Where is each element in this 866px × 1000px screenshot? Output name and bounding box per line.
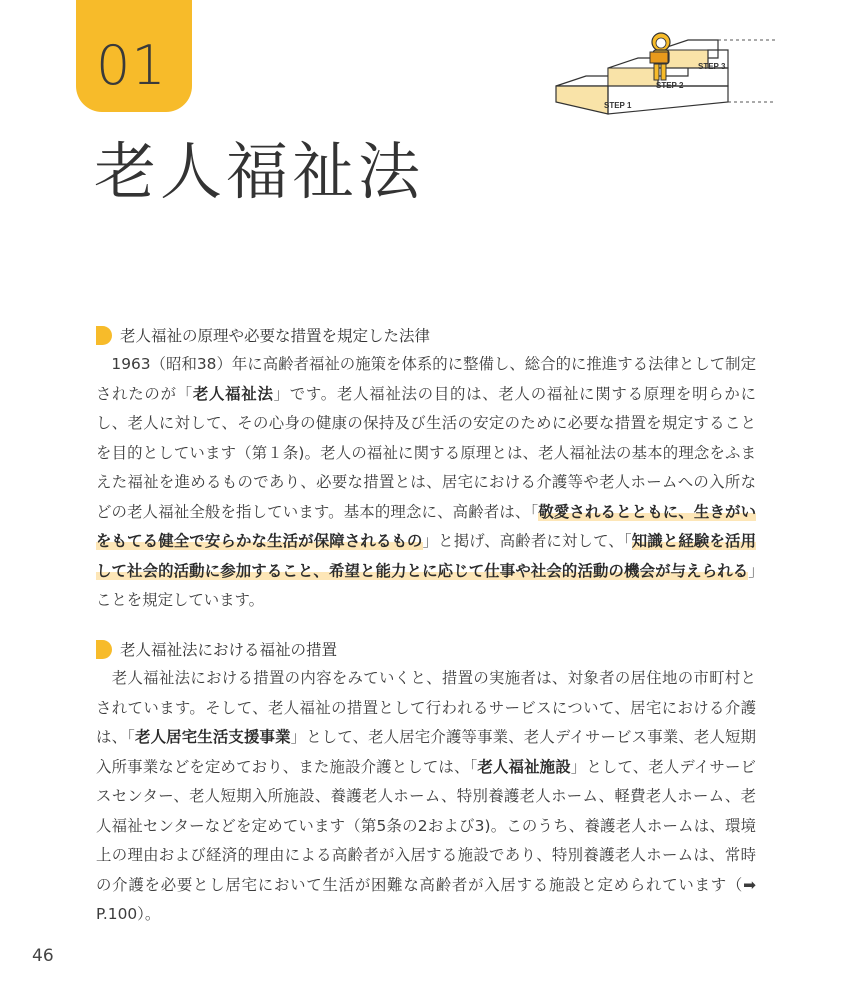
bold-term: 老人福祉施設 xyxy=(477,757,571,776)
arrow-icon: ➡ xyxy=(743,875,756,894)
heading-marker-icon xyxy=(96,640,112,659)
bold-term: 老人福祉法 xyxy=(192,384,274,403)
chapter-number: 01 xyxy=(96,34,167,97)
section-body: 1963（昭和38）年に高齢者福祉の施策を体系的に整備し、総合的に推進する法律として制定されたのが「老人福祉法」です。老人福祉法の目的は、老人の福祉に関する原理を明らかにし、老人に対して、その心身の健康の保持及び生活の安定のために必要な措置を規定することを目的としています（第１条)。老人の福祉に関する原理とは、老人福祉法の基本的理念をふまえた福祉を進めるものであり、必要な措置とは、居宅における介護等や老人ホームへの入所などの老人福祉全般を指しています。基本的理念に、高齢者は、「敬愛されるとともに、生きがいをもてる健全で安らかな生活が保障されるもの」と掲げ、高齢者に対して、「知識と経験を活用して社会的活動に参加すること、希望と能力とに応じて仕事や社会的活動の機会が与えられる」ことを規定しています。 xyxy=(96,355,756,609)
step2-label: STEP 2 xyxy=(656,81,684,90)
highlighted-quote: 敬愛されるとともに、生きがいをもてる健全で安らかな生活が保障されるもの xyxy=(96,502,756,550)
page-number: 46 xyxy=(32,946,54,966)
section-body: 老人福祉法における措置の内容をみていくと、措置の実施者は、対象者の居住地の市町村とされています。そして、老人福祉の措置として行われるサービスについて、居宅における介護は、「老人居宅生活支援事業」として、老人居宅介護等事業、老人デイサービス事業、老人短期入所事業などを定めており、また施設介護としては、「老人福祉施設」として、老人デイサービスセンター、老人短期入所施設、養護老人ホーム、特別養護老人ホーム、軽費老人ホーム、老人福祉センターなどを定めています（第5条の2および3)。このうち、養護老人ホームは、環境上の理由および経済的理由による高齢者が入居する施設であり、特別養護老人ホームは、常時の介護を必要とし居宅において生活が困難な高齢者が入居する施設と定められています（➡ P.100）。 xyxy=(96,669,756,923)
section-heading-text: 老人福祉法における福祉の措置 xyxy=(120,641,338,659)
section-heading xyxy=(96,638,756,660)
chapter-number-tab xyxy=(76,0,192,112)
page-reference: P.100 xyxy=(96,905,138,923)
section-heading-text: 老人福祉の原理や必要な措置を規定した法律 xyxy=(120,327,431,345)
section-measures xyxy=(96,638,756,930)
chapter-title: 老人福祉法 xyxy=(94,135,425,208)
highlighted-quote: 知識と経験を活用して社会的活動に参加すること、希望と能力とに応じて仕事や社会的活動の機会が与えられる xyxy=(96,532,756,580)
step3-label: STEP 3 xyxy=(698,62,726,71)
steps-illustration xyxy=(548,28,778,124)
heading-marker-icon xyxy=(96,326,112,345)
step1-label: STEP 1 xyxy=(604,101,632,110)
section-principles xyxy=(96,324,756,616)
section-heading xyxy=(96,324,756,346)
bold-term: 老人居宅生活支援事業 xyxy=(135,728,291,746)
